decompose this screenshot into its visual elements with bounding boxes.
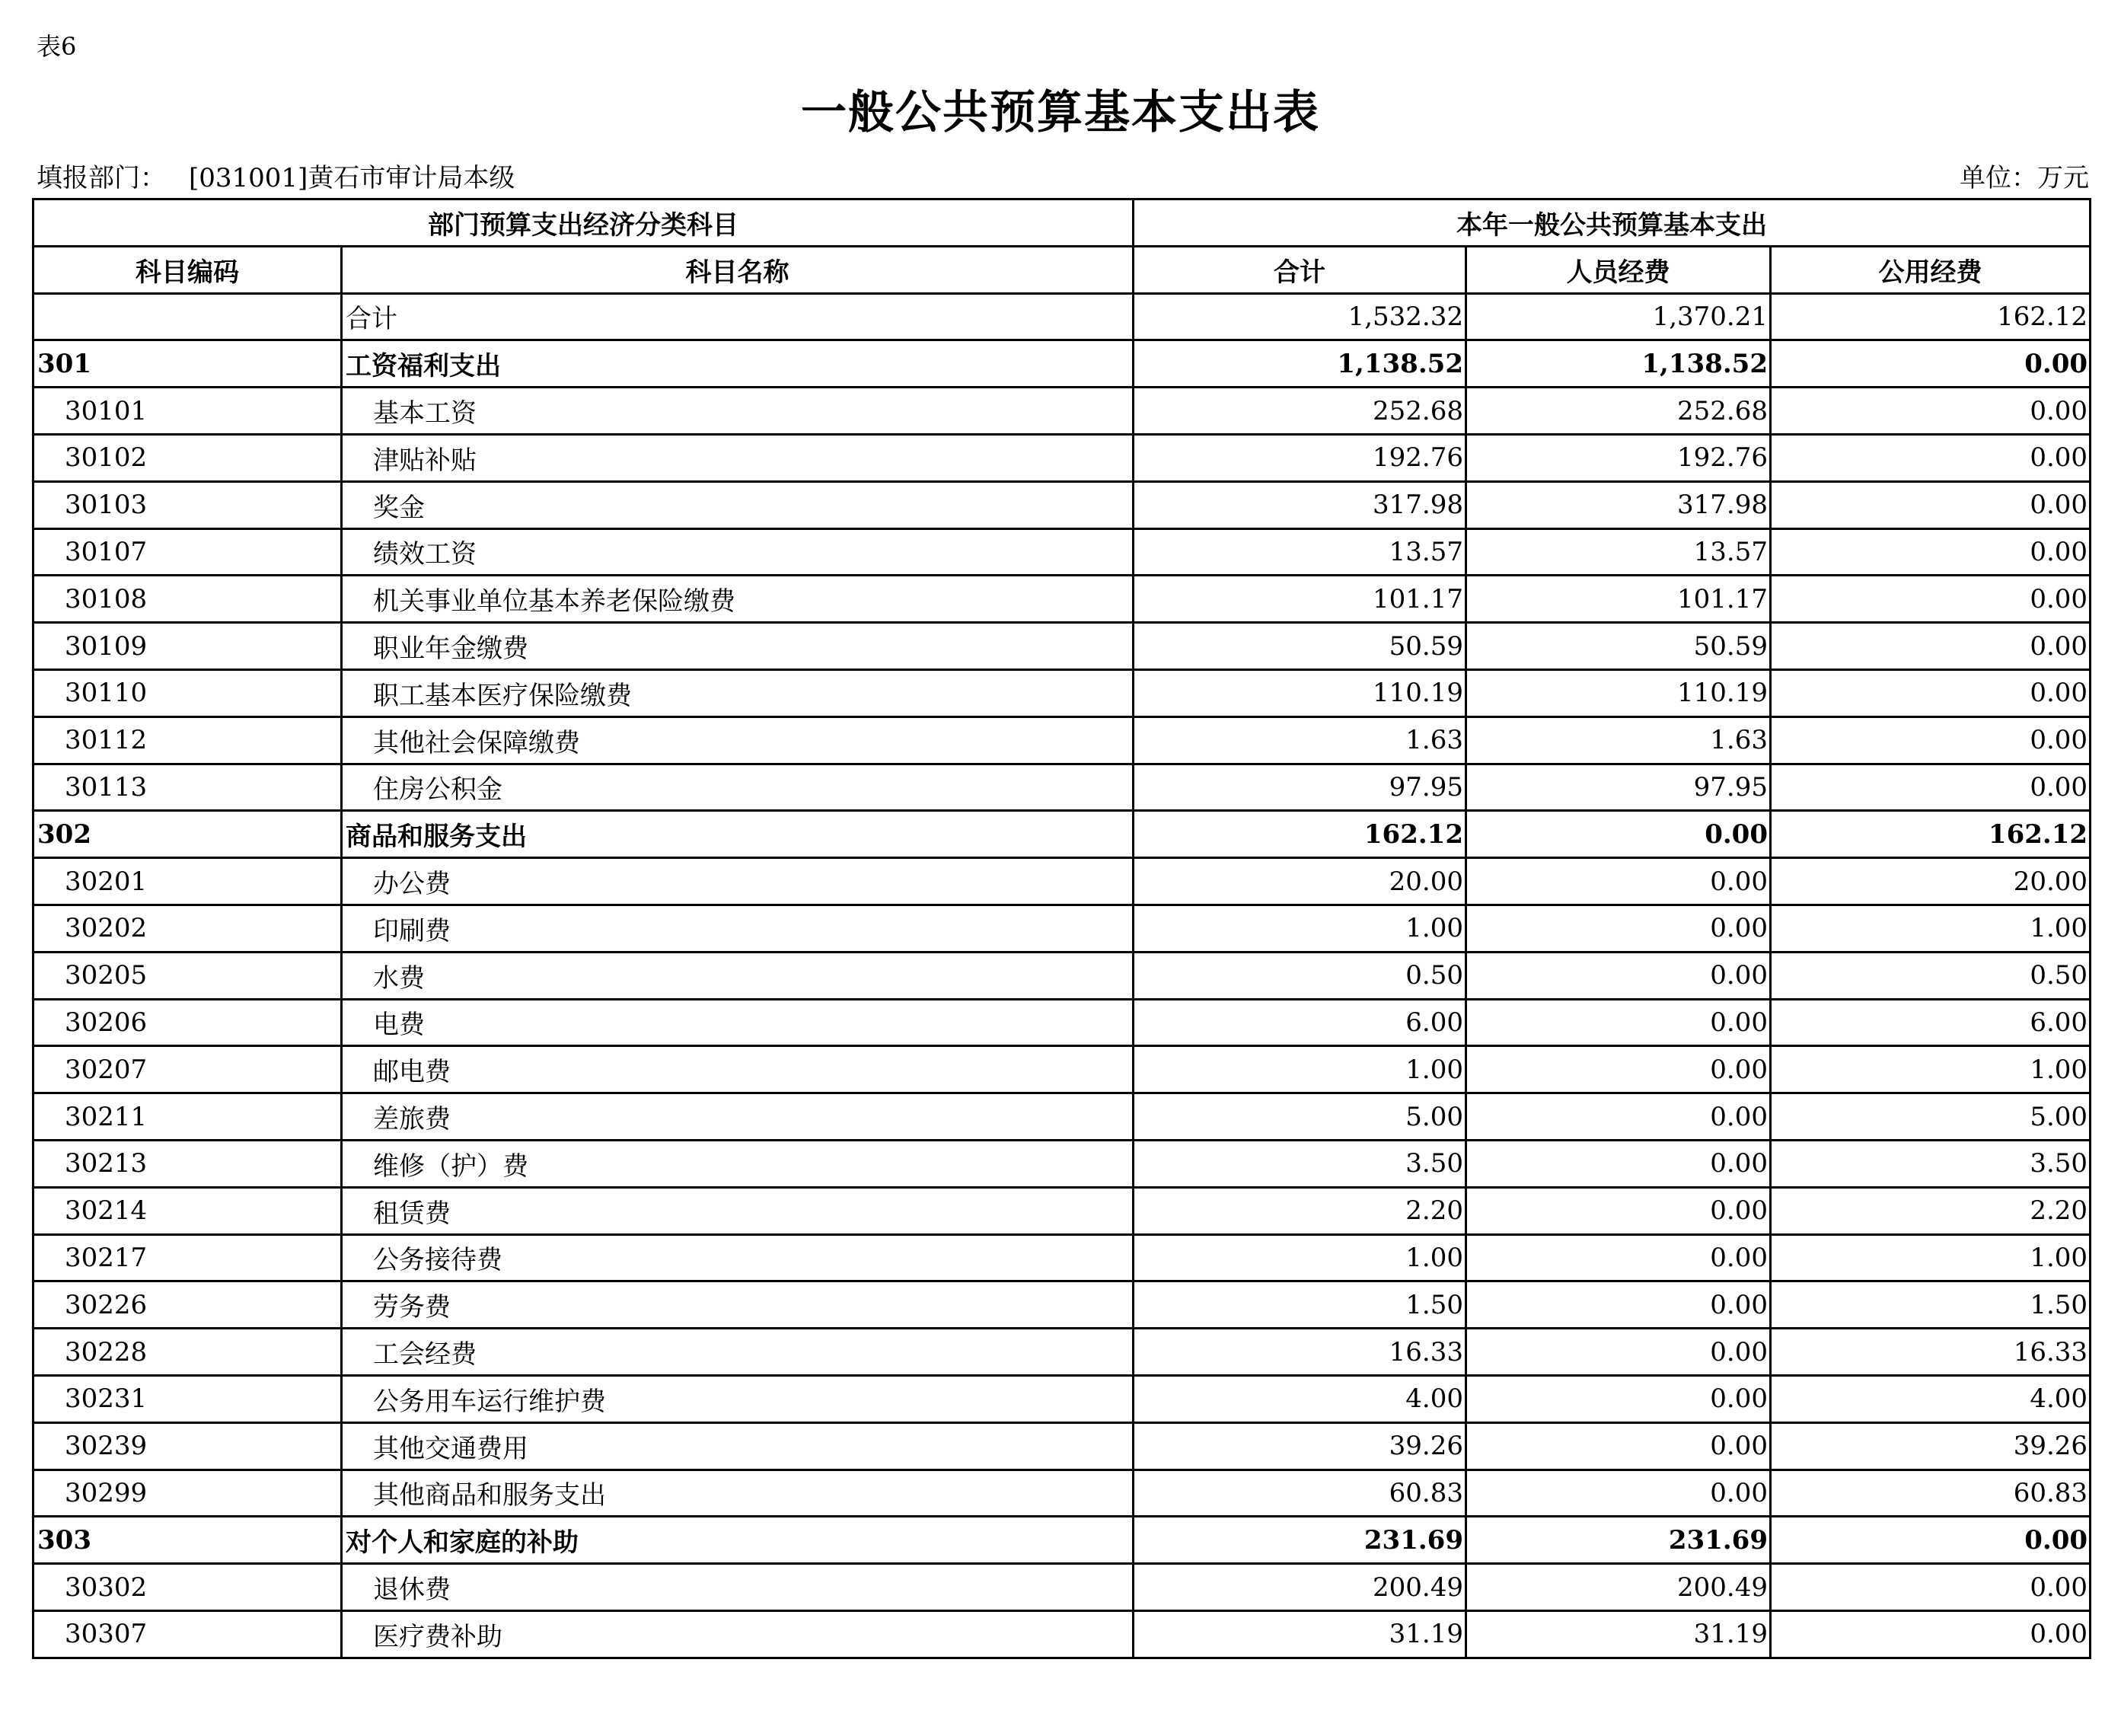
header-code: 科目编码 [33, 246, 342, 293]
table-row [33, 811, 2091, 858]
cell-public: 39.26 [1771, 1422, 2091, 1470]
cell-total: 20.00 [1134, 858, 1466, 905]
department-label: 填报部门： [37, 163, 166, 193]
cell-public: 162.12 [1771, 293, 2091, 340]
cell-public: 4.00 [1771, 1375, 2091, 1422]
cell-personnel: 50.59 [1466, 623, 1771, 670]
cell-code: 30107 [33, 528, 342, 576]
cell-name: 租赁费 [342, 1187, 1134, 1234]
cell-total: 5.00 [1134, 1093, 1466, 1141]
cell-code: 30211 [33, 1093, 342, 1141]
table-row [33, 1422, 2091, 1470]
cell-name: 工会经费 [342, 1329, 1134, 1376]
cell-code: 30205 [33, 952, 342, 999]
cell-code: 30108 [33, 576, 342, 623]
cell-code: 30226 [33, 1281, 342, 1329]
table-row [33, 576, 2091, 623]
cell-personnel: 0.00 [1466, 811, 1771, 858]
table-row [33, 623, 2091, 670]
cell-total: 1,138.52 [1134, 340, 1466, 388]
cell-name: 邮电费 [342, 1046, 1134, 1093]
cell-name: 退休费 [342, 1564, 1134, 1611]
cell-code: 30307 [33, 1610, 342, 1658]
cell-total: 192.76 [1134, 434, 1466, 481]
table-row [33, 434, 2091, 481]
cell-name: 奖金 [342, 481, 1134, 528]
cell-personnel: 110.19 [1466, 669, 1771, 716]
reporting-department [37, 157, 515, 194]
cell-code: 30201 [33, 858, 342, 905]
cell-personnel: 192.76 [1466, 434, 1771, 481]
cell-personnel: 31.19 [1466, 1610, 1771, 1658]
cell-name: 其他商品和服务支出 [342, 1470, 1134, 1517]
cell-total: 60.83 [1134, 1470, 1466, 1517]
cell-personnel: 0.00 [1466, 905, 1771, 952]
cell-name: 工资福利支出 [342, 340, 1134, 388]
table-row [33, 1093, 2091, 1141]
cell-personnel: 1,138.52 [1466, 340, 1771, 388]
cell-name: 绩效工资 [342, 528, 1134, 576]
cell-personnel: 101.17 [1466, 576, 1771, 623]
cell-public: 5.00 [1771, 1093, 2091, 1141]
table-row [33, 293, 2091, 340]
cell-name: 维修（护）费 [342, 1140, 1134, 1187]
cell-personnel: 1.63 [1466, 716, 1771, 764]
cell-name: 津贴补贴 [342, 434, 1134, 481]
cell-code: 30213 [33, 1140, 342, 1187]
unit-label: 单位：万元 [1960, 163, 2089, 193]
table-row [33, 1140, 2091, 1187]
cell-public: 0.00 [1771, 1517, 2091, 1564]
cell-personnel: 0.00 [1466, 1140, 1771, 1187]
cell-code: 30299 [33, 1470, 342, 1517]
header-expenditure-group: 本年一般公共预算基本支出 [1134, 199, 2091, 247]
cell-public: 16.33 [1771, 1329, 2091, 1376]
cell-name: 医疗费补助 [342, 1610, 1134, 1658]
cell-personnel: 231.69 [1466, 1517, 1771, 1564]
cell-personnel: 0.00 [1466, 999, 1771, 1046]
cell-code [33, 293, 342, 340]
table-row [33, 1046, 2091, 1093]
table-row [33, 669, 2091, 716]
table-row [33, 1281, 2091, 1329]
table-row [33, 1564, 2091, 1611]
cell-total: 39.26 [1134, 1422, 1466, 1470]
cell-code: 30112 [33, 716, 342, 764]
cell-personnel: 0.00 [1466, 1046, 1771, 1093]
cell-code: 30231 [33, 1375, 342, 1422]
table-row [33, 1375, 2091, 1422]
cell-name: 商品和服务支出 [342, 811, 1134, 858]
cell-code: 30103 [33, 481, 342, 528]
cell-personnel: 317.98 [1466, 481, 1771, 528]
cell-public: 0.00 [1771, 340, 2091, 388]
cell-personnel: 1,370.21 [1466, 293, 1771, 340]
table-row [33, 764, 2091, 811]
cell-public: 0.00 [1771, 1610, 2091, 1658]
cell-personnel: 97.95 [1466, 764, 1771, 811]
cell-name: 基本工资 [342, 388, 1134, 435]
cell-total: 162.12 [1134, 811, 1466, 858]
cell-total: 13.57 [1134, 528, 1466, 576]
cell-code: 30228 [33, 1329, 342, 1376]
cell-name: 机关事业单位基本养老保险缴费 [342, 576, 1134, 623]
cell-total: 50.59 [1134, 623, 1466, 670]
cell-personnel: 0.00 [1466, 1187, 1771, 1234]
cell-public: 20.00 [1771, 858, 2091, 905]
cell-personnel: 0.00 [1466, 1093, 1771, 1141]
cell-name: 住房公积金 [342, 764, 1134, 811]
cell-code: 302 [33, 811, 342, 858]
cell-code: 30206 [33, 999, 342, 1046]
cell-total: 1.00 [1134, 905, 1466, 952]
cell-name: 电费 [342, 999, 1134, 1046]
page-title: 一般公共预算基本支出表 [801, 86, 1320, 139]
expenditure-table [32, 198, 2091, 1659]
header-total: 合计 [1134, 246, 1466, 293]
cell-personnel: 13.57 [1466, 528, 1771, 576]
header-name: 科目名称 [342, 246, 1134, 293]
cell-public: 60.83 [1771, 1470, 2091, 1517]
cell-name: 对个人和家庭的补助 [342, 1517, 1134, 1564]
cell-name: 劳务费 [342, 1281, 1134, 1329]
cell-total: 4.00 [1134, 1375, 1466, 1422]
cell-code: 30202 [33, 905, 342, 952]
cell-total: 0.50 [1134, 952, 1466, 999]
cell-personnel: 0.00 [1466, 1470, 1771, 1517]
cell-total: 1.00 [1134, 1234, 1466, 1281]
cell-public: 0.00 [1771, 623, 2091, 670]
cell-name: 职业年金缴费 [342, 623, 1134, 670]
cell-personnel: 0.00 [1466, 1375, 1771, 1422]
cell-public: 162.12 [1771, 811, 2091, 858]
cell-public: 2.20 [1771, 1187, 2091, 1234]
cell-code: 30109 [33, 623, 342, 670]
table-row [33, 1470, 2091, 1517]
cell-public: 6.00 [1771, 999, 2091, 1046]
table-row [33, 952, 2091, 999]
department-value: [031001]黄石市审计局本级 [189, 163, 515, 193]
cell-public: 3.50 [1771, 1140, 2091, 1187]
header-category-group: 部门预算支出经济分类科目 [33, 199, 1134, 247]
header-column-row [33, 246, 2091, 293]
cell-code: 301 [33, 340, 342, 388]
cell-name: 其他交通费用 [342, 1422, 1134, 1470]
cell-code: 30207 [33, 1046, 342, 1093]
table-row [33, 340, 2091, 388]
cell-code: 30214 [33, 1187, 342, 1234]
cell-personnel: 0.00 [1466, 1281, 1771, 1329]
cell-public: 1.00 [1771, 905, 2091, 952]
cell-name: 办公费 [342, 858, 1134, 905]
cell-personnel: 0.00 [1466, 858, 1771, 905]
cell-name: 职工基本医疗保险缴费 [342, 669, 1134, 716]
cell-personnel: 0.00 [1466, 1422, 1771, 1470]
cell-code: 30239 [33, 1422, 342, 1470]
cell-total: 231.69 [1134, 1517, 1466, 1564]
table-body [33, 293, 2091, 1658]
cell-public: 0.00 [1771, 528, 2091, 576]
table-row [33, 716, 2091, 764]
cell-public: 0.00 [1771, 1564, 2091, 1611]
cell-public: 1.00 [1771, 1046, 2091, 1093]
cell-code: 30110 [33, 669, 342, 716]
cell-total: 31.19 [1134, 1610, 1466, 1658]
cell-name: 合计 [342, 293, 1134, 340]
table-row [33, 1187, 2091, 1234]
table-row [33, 1610, 2091, 1658]
cell-personnel: 0.00 [1466, 1329, 1771, 1376]
cell-public: 0.00 [1771, 388, 2091, 435]
cell-public: 0.00 [1771, 764, 2091, 811]
table-row [33, 1517, 2091, 1564]
cell-total: 101.17 [1134, 576, 1466, 623]
header-public: 公用经费 [1771, 246, 2091, 293]
table-row [33, 999, 2091, 1046]
cell-total: 1.00 [1134, 1046, 1466, 1093]
cell-name: 公务用车运行维护费 [342, 1375, 1134, 1422]
cell-personnel: 252.68 [1466, 388, 1771, 435]
cell-public: 0.00 [1771, 716, 2091, 764]
cell-name: 公务接待费 [342, 1234, 1134, 1281]
cell-total: 317.98 [1134, 481, 1466, 528]
cell-public: 0.00 [1771, 434, 2091, 481]
cell-public: 0.50 [1771, 952, 2091, 999]
table-row [33, 388, 2091, 435]
cell-public: 1.50 [1771, 1281, 2091, 1329]
cell-total: 200.49 [1134, 1564, 1466, 1611]
cell-code: 30113 [33, 764, 342, 811]
cell-personnel: 0.00 [1466, 1234, 1771, 1281]
cell-total: 2.20 [1134, 1187, 1466, 1234]
cell-total: 16.33 [1134, 1329, 1466, 1376]
cell-code: 30102 [33, 434, 342, 481]
cell-total: 97.95 [1134, 764, 1466, 811]
table-row [33, 1234, 2091, 1281]
cell-code: 303 [33, 1517, 342, 1564]
header-group-row [33, 199, 2091, 247]
cell-code: 30302 [33, 1564, 342, 1611]
cell-total: 3.50 [1134, 1140, 1466, 1187]
cell-code: 30101 [33, 388, 342, 435]
cell-personnel: 200.49 [1466, 1564, 1771, 1611]
table-row [33, 1329, 2091, 1376]
cell-total: 252.68 [1134, 388, 1466, 435]
table-row [33, 528, 2091, 576]
cell-total: 1.63 [1134, 716, 1466, 764]
cell-code: 30217 [33, 1234, 342, 1281]
cell-public: 0.00 [1771, 481, 2091, 528]
cell-public: 0.00 [1771, 576, 2091, 623]
cell-total: 1.50 [1134, 1281, 1466, 1329]
sheet-number: 表6 [37, 32, 77, 61]
cell-public: 1.00 [1771, 1234, 2091, 1281]
table-row [33, 481, 2091, 528]
cell-name: 其他社会保障缴费 [342, 716, 1134, 764]
cell-name: 水费 [342, 952, 1134, 999]
table-row [33, 905, 2091, 952]
cell-public: 0.00 [1771, 669, 2091, 716]
cell-name: 印刷费 [342, 905, 1134, 952]
cell-total: 6.00 [1134, 999, 1466, 1046]
cell-personnel: 0.00 [1466, 952, 1771, 999]
cell-total: 1,532.32 [1134, 293, 1466, 340]
header-personnel: 人员经费 [1466, 246, 1771, 293]
cell-name: 差旅费 [342, 1093, 1134, 1141]
table-row [33, 858, 2091, 905]
cell-total: 110.19 [1134, 669, 1466, 716]
